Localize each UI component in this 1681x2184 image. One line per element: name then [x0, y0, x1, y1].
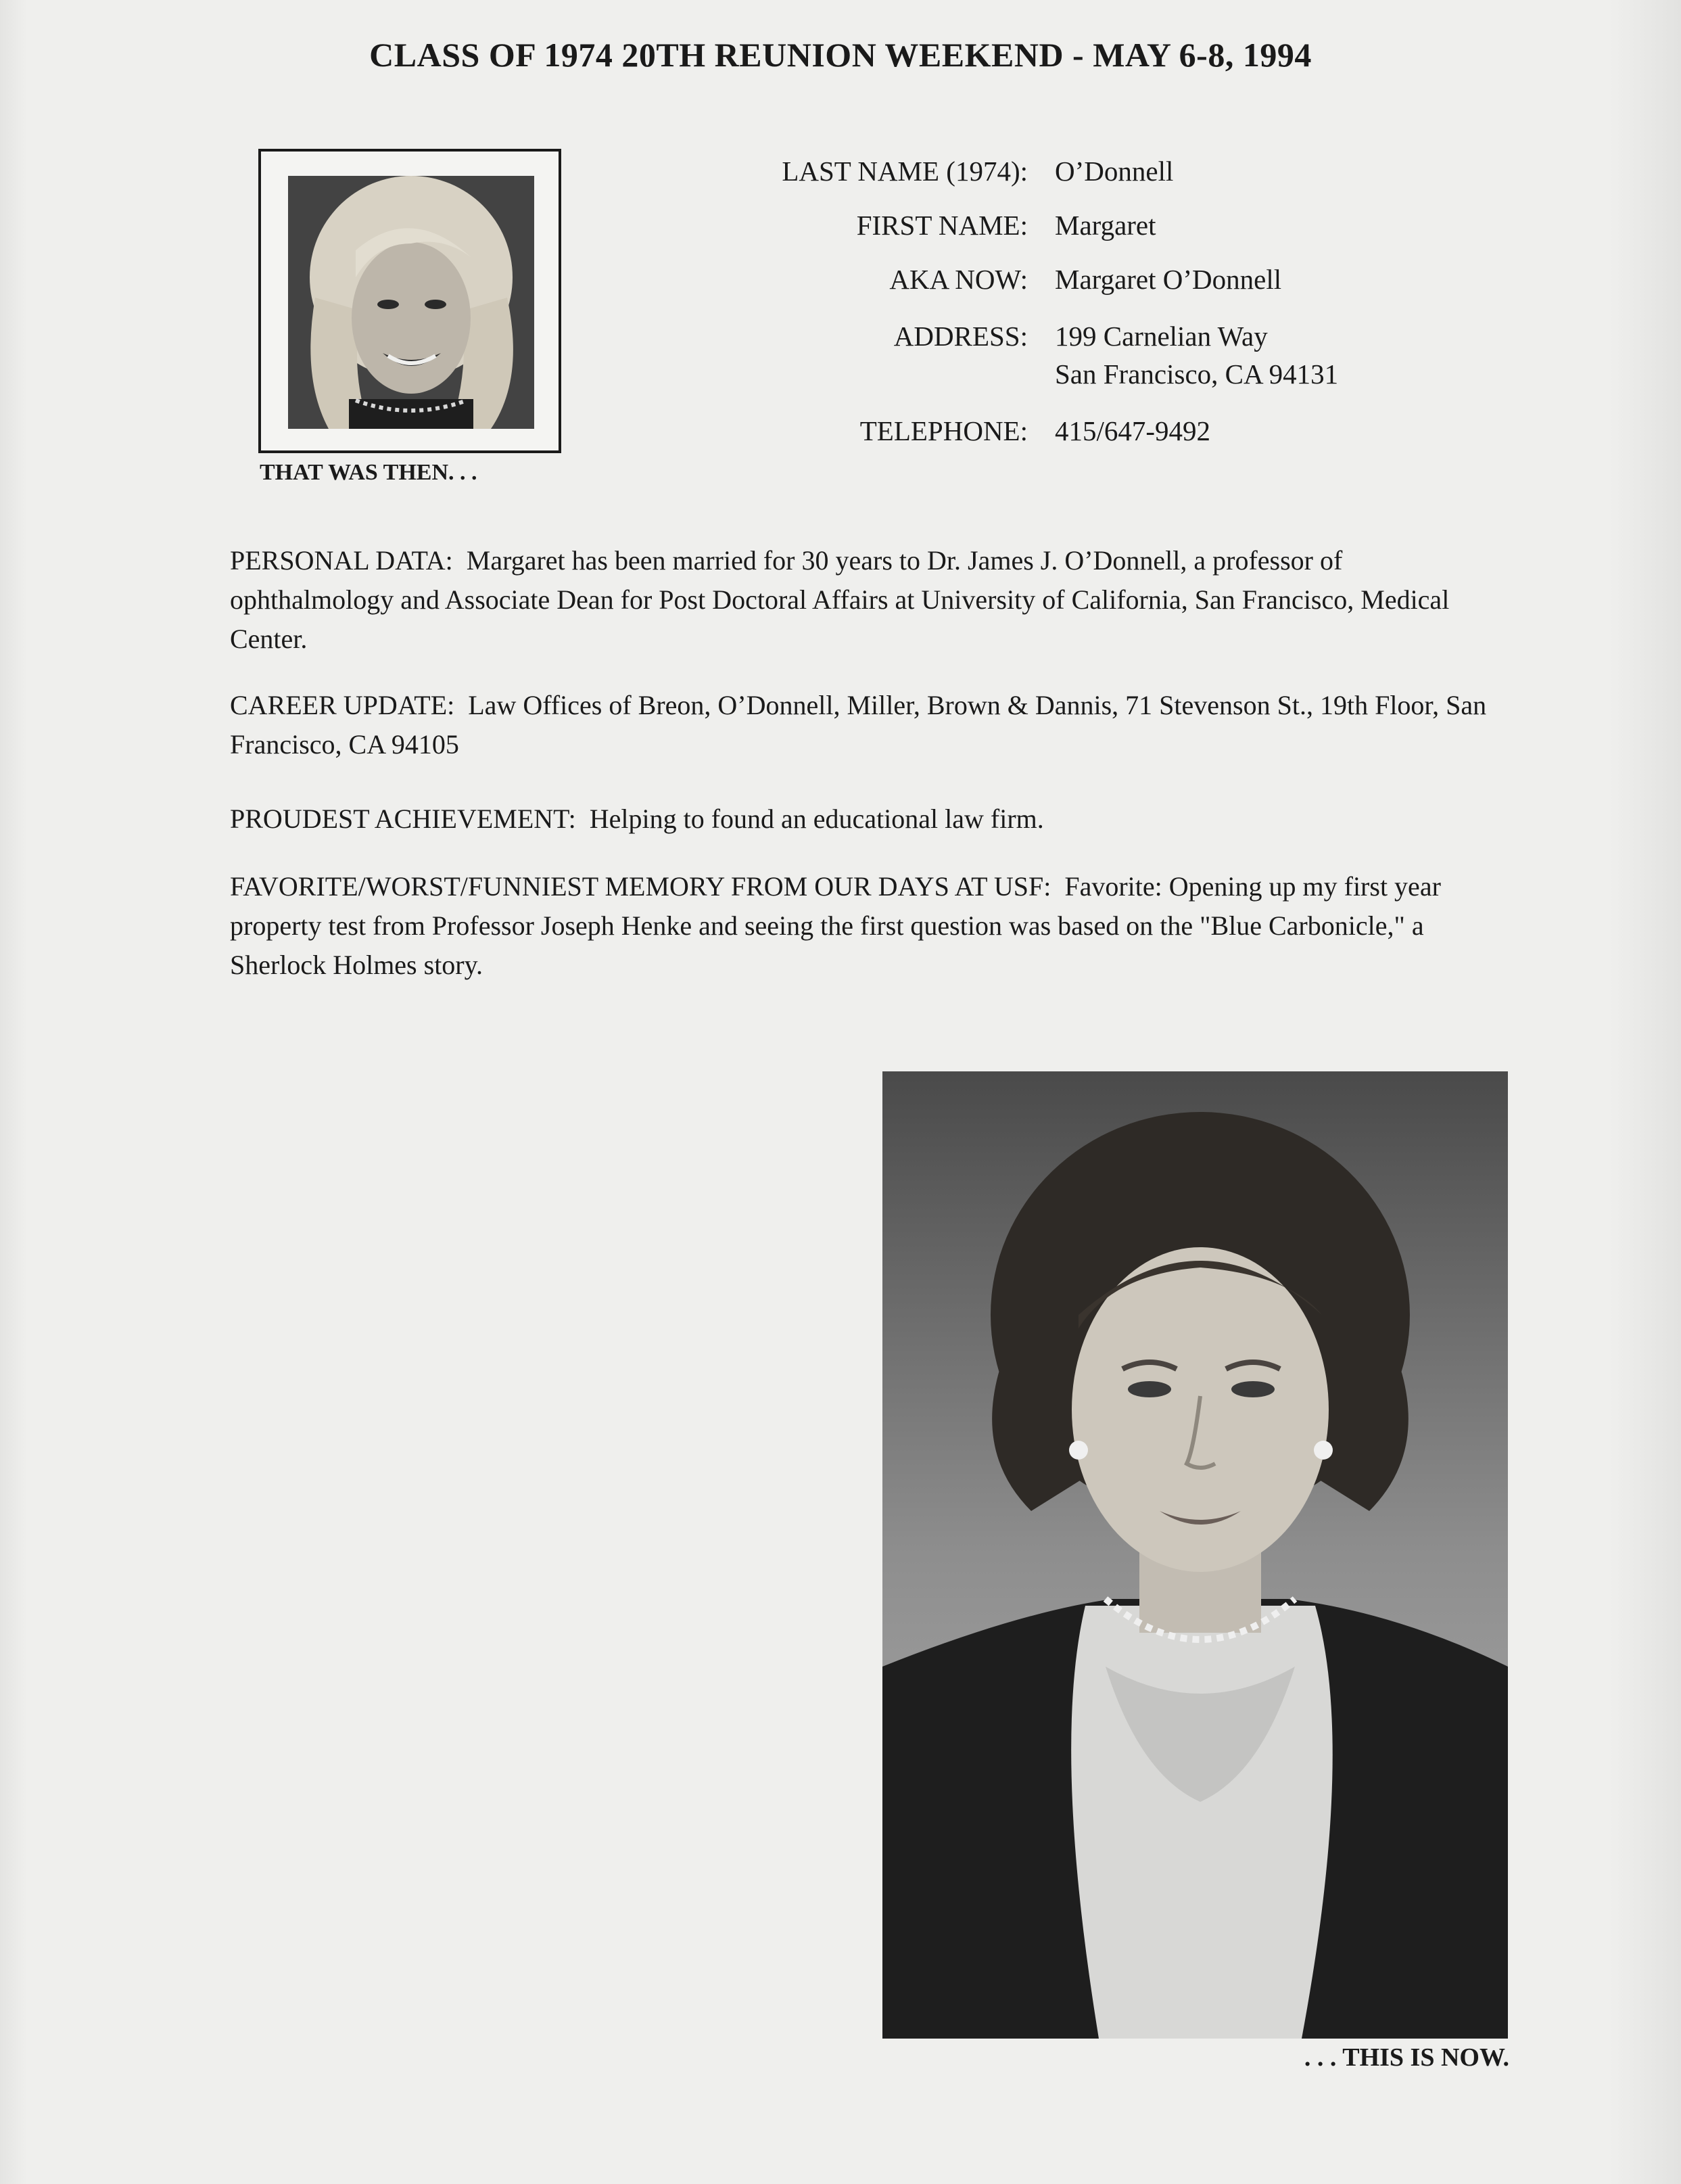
page-title: CLASS OF 1974 20TH REUNION WEEKEND - MAY 6-8, 1994: [369, 36, 1312, 74]
field-last-name-value: O’Donnell: [1055, 156, 1174, 187]
section-label: PROUDEST ACHIEVEMENT:: [230, 804, 576, 834]
section-text: Margaret has been married for 30 years to Dr. James J. O’Donnell, a professor of ophthalmology and Associate Dean for Post Doctoral Affairs at University of California, San Francisco, Medical Center.: [230, 545, 1450, 654]
now-caption: . . . THIS IS NOW.: [1304, 2043, 1509, 2072]
section-label: FAVORITE/WORST/FUNNIEST MEMORY FROM OUR DAYS AT USF:: [230, 871, 1051, 902]
field-label: AKA NOW:: [889, 264, 1028, 295]
section-text: Favorite: Opening up my first year property test from Professor Joseph Henke and seeing the first question was based on the "Blue Carbonicle," a Sherlock Holmes story.: [230, 871, 1441, 980]
section-label: PERSONAL DATA:: [230, 545, 453, 576]
then-photo-frame: [258, 149, 561, 453]
personal-data-section: [230, 541, 1501, 659]
section-label: CAREER UPDATE:: [230, 690, 455, 720]
then-caption: THAT WAS THEN. . .: [260, 460, 477, 485]
field-first-name-value: Margaret: [1055, 210, 1156, 241]
field-label: TELEPHONE:: [859, 415, 1028, 446]
field-address-line2: San Francisco, CA 94131: [1055, 358, 1339, 390]
now-photo: [882, 1071, 1508, 2039]
then-photo: [288, 176, 534, 429]
field-label: FIRST NAME:: [856, 210, 1028, 241]
field-label: LAST NAME (1974):: [782, 156, 1028, 187]
favorite-memory-section: [230, 867, 1501, 985]
then-portrait-image: [288, 176, 534, 429]
proudest-achievement-section: [230, 799, 1501, 839]
section-text: Law Offices of Breon, O’Donnell, Miller, Brown & Dannis, 71 Stevenson St., 19th Floor, San Francisco, CA 94105: [230, 690, 1487, 760]
field-address-line1: 199 Carnelian Way: [1055, 321, 1268, 352]
field-aka-now-value: Margaret O’Donnell: [1055, 264, 1282, 295]
field-telephone-value: 415/647-9492: [1055, 415, 1211, 446]
now-portrait-image: [882, 1071, 1508, 2039]
field-label: ADDRESS:: [893, 321, 1028, 352]
career-update-section: [230, 686, 1501, 764]
section-text: Helping to found an educational law firm.: [589, 804, 1044, 834]
